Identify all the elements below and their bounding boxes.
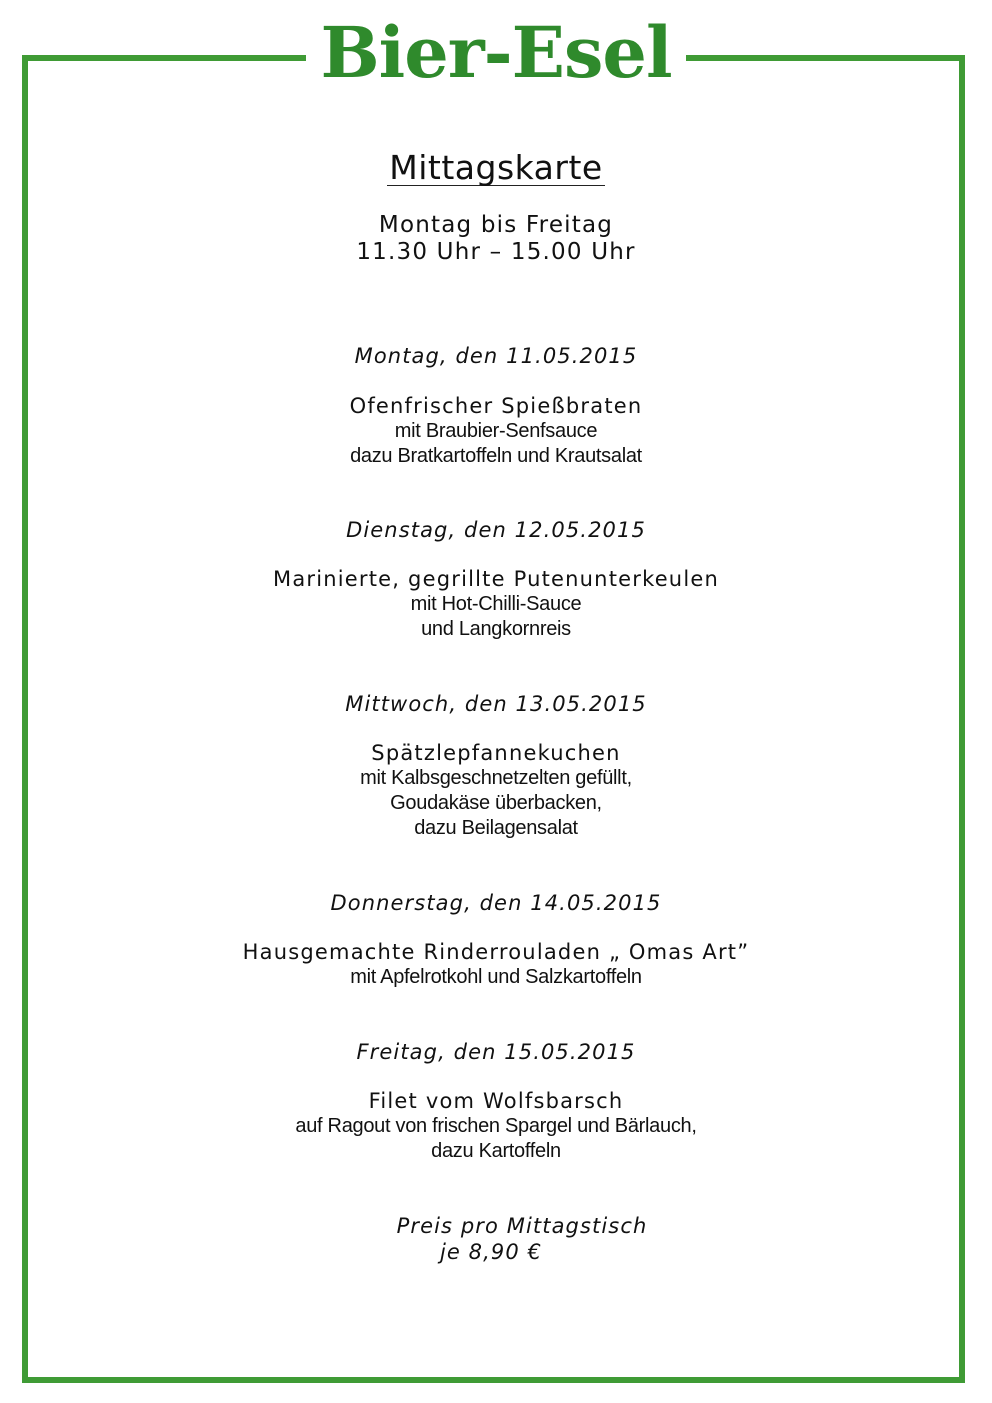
day-block-wednesday [30, 691, 962, 841]
dish-detail: auf Ragout von frischen Spargel und Bärlauch, [295, 1115, 697, 1137]
dish-name: Ofenfrischer Spießbraten [349, 394, 643, 418]
price-value: je 8,90 € [439, 1240, 543, 1264]
price-block [30, 1213, 992, 1239]
dish-name: Marinierte, gegrillte Putenunterkeulen [273, 567, 719, 591]
day-block-friday [30, 1039, 962, 1164]
menu-title [30, 148, 962, 188]
day-heading: Montag, den 11.05.2015 [354, 344, 638, 368]
opening-time: 11.30 Uhr – 15.00 Uhr [356, 239, 636, 265]
brand-logo: Bier-Esel [320, 11, 672, 94]
dish-detail: mit Apfelrotkohl und Salzkartoffeln [350, 966, 642, 988]
day-heading: Mittwoch, den 13.05.2015 [345, 692, 647, 716]
price-label: Preis pro Mittagstisch [396, 1214, 648, 1238]
day-block-monday [30, 343, 962, 469]
day-block-thursday [30, 890, 962, 990]
opening-days: Montag bis Freitag [378, 212, 614, 238]
opening-hours [30, 212, 962, 266]
dish-detail: und Langkornreis [421, 618, 571, 640]
dish-name: Hausgemachte Rinderrouladen „ Omas Art” [242, 940, 750, 964]
day-heading: Donnerstag, den 14.05.2015 [330, 891, 662, 915]
dish-detail: mit Braubier-Senfsauce [394, 420, 598, 442]
menu-title-text: Mittagskarte [389, 148, 603, 187]
dish-detail: dazu Bratkartoffeln und Krautsalat [350, 445, 642, 467]
dish-name: Filet vom Wolfsbarsch [368, 1089, 624, 1113]
day-block-tuesday [30, 517, 962, 642]
dish-detail: mit Hot-Chilli-Sauce [410, 593, 582, 615]
dish-name: Spätzlepfannekuchen [371, 741, 621, 765]
dish-detail: dazu Kartoffeln [431, 1140, 561, 1162]
dish-detail: mit Kalbsgeschnetzelten gefüllt, [360, 767, 632, 789]
day-heading: Dienstag, den 12.05.2015 [346, 518, 646, 542]
dish-detail: Goudakäse überbacken, [390, 792, 602, 814]
day-heading: Freitag, den 15.05.2015 [356, 1040, 636, 1064]
dish-detail: dazu Beilagensalat [414, 817, 578, 839]
